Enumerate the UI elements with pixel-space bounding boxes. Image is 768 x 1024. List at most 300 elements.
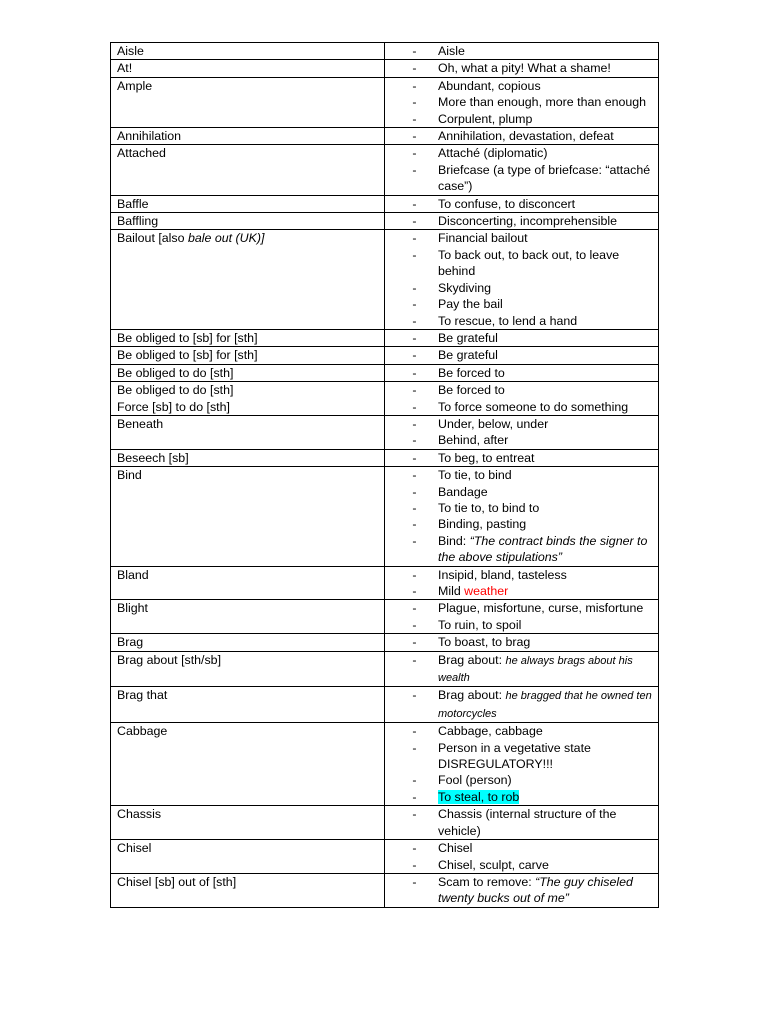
dash-bullet-icon: - bbox=[412, 78, 417, 93]
table-row bbox=[111, 43, 659, 60]
term-cell bbox=[111, 364, 385, 381]
definition-item bbox=[391, 450, 658, 466]
definition-segment: “The contract binds the signer to the above stipulations” bbox=[438, 533, 648, 565]
term-cell bbox=[111, 840, 385, 874]
definition-text bbox=[438, 296, 658, 312]
table-row bbox=[111, 230, 659, 329]
term-cell bbox=[111, 347, 385, 364]
term-cell bbox=[111, 873, 385, 907]
definition-text bbox=[438, 162, 658, 195]
term-segment: Be obliged to [sb] for [sth] bbox=[117, 330, 258, 345]
definition-item bbox=[391, 652, 658, 687]
definition-segment: Cabbage, cabbage bbox=[438, 724, 543, 739]
dash-bullet-icon: - bbox=[412, 44, 417, 58]
term-text bbox=[117, 399, 384, 415]
definition-item bbox=[391, 296, 658, 312]
definition-text bbox=[438, 347, 658, 363]
term-cell bbox=[111, 43, 385, 60]
dash-bullet-icon: - bbox=[412, 740, 417, 755]
term-text bbox=[117, 600, 384, 616]
definition-segment: Chisel, sculpt, carve bbox=[438, 857, 549, 872]
definition-text bbox=[438, 789, 658, 805]
definition-text bbox=[438, 313, 658, 329]
definition-item bbox=[391, 533, 658, 566]
definition-item bbox=[391, 280, 658, 296]
dash-bullet-icon: - bbox=[412, 468, 417, 483]
definition-cell bbox=[385, 467, 659, 566]
dash-bullet-icon: - bbox=[412, 433, 417, 448]
definition-text bbox=[438, 806, 658, 839]
term-segment: Chisel [sb] out of [sth] bbox=[117, 874, 237, 889]
definition-segment: Brag about: bbox=[438, 652, 506, 667]
definition-item bbox=[391, 416, 658, 432]
definition-segment: he always brags about his wealth bbox=[438, 654, 633, 685]
definition-text bbox=[438, 467, 658, 483]
definition-item bbox=[391, 467, 658, 483]
table-row bbox=[111, 195, 659, 212]
dash-bullet-icon: - bbox=[412, 533, 417, 548]
dash-bullet-icon: - bbox=[412, 247, 417, 262]
dash-bullet-icon: - bbox=[412, 724, 417, 739]
term-text bbox=[117, 634, 384, 650]
term-text bbox=[117, 230, 384, 246]
definition-item bbox=[391, 313, 658, 329]
dash-bullet-icon: - bbox=[412, 874, 417, 889]
term-segment: Aisle bbox=[117, 44, 144, 58]
definition-text bbox=[438, 772, 658, 788]
definition-segment: To boast, to brag bbox=[438, 635, 531, 650]
definition-segment: Oh, what a pity! What a shame! bbox=[438, 61, 611, 76]
table-row bbox=[111, 60, 659, 77]
dash-bullet-icon: - bbox=[412, 517, 417, 532]
definition-text bbox=[438, 230, 658, 246]
definition-segment: “The guy chiseled twenty bucks out of me” bbox=[438, 874, 633, 906]
definition-item bbox=[391, 723, 658, 739]
definition-segment: Bind: bbox=[438, 533, 470, 548]
term-segment: bale out (UK)] bbox=[187, 231, 265, 246]
term-text bbox=[117, 330, 384, 346]
definition-item bbox=[391, 230, 658, 246]
definition-item bbox=[391, 840, 658, 856]
definition-text bbox=[438, 840, 658, 856]
term-text bbox=[117, 687, 384, 703]
dash-bullet-icon: - bbox=[412, 789, 417, 804]
definition-item bbox=[391, 60, 658, 76]
term-cell bbox=[111, 145, 385, 195]
definition-item bbox=[391, 687, 658, 722]
term-segment: Bland bbox=[117, 567, 149, 582]
definition-segment: Financial bailout bbox=[438, 231, 528, 246]
dash-bullet-icon: - bbox=[412, 61, 417, 76]
definition-item bbox=[391, 634, 658, 650]
term-cell bbox=[111, 651, 385, 687]
definition-segment: To steal, to rob bbox=[438, 789, 520, 804]
definition-segment: Bandage bbox=[438, 484, 488, 499]
definition-segment: Pay the bail bbox=[438, 297, 503, 312]
table-row bbox=[111, 600, 659, 634]
definition-item bbox=[391, 617, 658, 633]
definition-segment: Plague, misfortune, curse, misfortune bbox=[438, 601, 644, 616]
definition-item bbox=[391, 128, 658, 144]
definition-segment: Be forced to bbox=[438, 383, 505, 398]
term-segment: Bailout [also bbox=[117, 231, 188, 246]
dash-bullet-icon: - bbox=[412, 111, 417, 126]
term-cell bbox=[111, 213, 385, 230]
term-text bbox=[117, 196, 384, 212]
dash-bullet-icon: - bbox=[412, 196, 417, 211]
definition-segment: Insipid, bland, tasteless bbox=[438, 567, 567, 582]
definition-segment: Abundant, copious bbox=[438, 78, 541, 93]
definition-text bbox=[438, 740, 658, 773]
dash-bullet-icon: - bbox=[412, 95, 417, 110]
term-segment: Cabbage bbox=[117, 724, 168, 739]
definition-segment: More than enough, more than enough bbox=[438, 95, 647, 110]
table-row bbox=[111, 634, 659, 651]
glossary-body bbox=[111, 43, 659, 908]
definition-text bbox=[438, 450, 658, 466]
term-segment: Beseech [sb] bbox=[117, 450, 189, 465]
definition-segment: Corpulent, plump bbox=[438, 111, 533, 126]
definition-item bbox=[391, 600, 658, 616]
dash-bullet-icon: - bbox=[412, 841, 417, 856]
definition-cell bbox=[385, 840, 659, 874]
dash-bullet-icon: - bbox=[412, 231, 417, 246]
term-text bbox=[117, 874, 384, 890]
definition-segment: Mild bbox=[438, 584, 465, 598]
definition-item bbox=[391, 43, 658, 59]
table-row bbox=[111, 77, 659, 127]
definition-segment: Be forced to bbox=[438, 365, 505, 380]
definition-item bbox=[391, 806, 658, 839]
definition-cell bbox=[385, 651, 659, 687]
term-segment: Be obliged to [sb] for [sth] bbox=[117, 348, 258, 363]
term-cell bbox=[111, 60, 385, 77]
table-row bbox=[111, 723, 659, 806]
term-segment: Chisel bbox=[117, 841, 152, 856]
term-cell bbox=[111, 195, 385, 212]
definition-item bbox=[391, 382, 658, 398]
definition-item bbox=[391, 330, 658, 346]
definition-item bbox=[391, 365, 658, 381]
term-cell bbox=[111, 128, 385, 145]
definition-cell bbox=[385, 43, 659, 60]
dash-bullet-icon: - bbox=[412, 146, 417, 161]
table-row bbox=[111, 651, 659, 687]
definition-text bbox=[438, 617, 658, 633]
definition-text bbox=[438, 533, 658, 566]
dash-bullet-icon: - bbox=[412, 807, 417, 822]
definition-item bbox=[391, 772, 658, 788]
term-cell bbox=[111, 77, 385, 127]
definition-text bbox=[438, 567, 658, 583]
term-segment: Baffling bbox=[117, 214, 159, 229]
definition-segment: To tie to, to bind to bbox=[438, 500, 540, 515]
term-segment: Be obliged to do [sth] bbox=[117, 383, 234, 398]
term-segment: Force [sb] to do [sth] bbox=[117, 399, 230, 414]
term-text bbox=[117, 382, 384, 398]
definition-item bbox=[391, 162, 658, 195]
definition-text bbox=[438, 330, 658, 346]
definition-text bbox=[438, 687, 658, 722]
definition-item bbox=[391, 94, 658, 110]
dash-bullet-icon: - bbox=[412, 280, 417, 295]
table-row bbox=[111, 364, 659, 381]
dash-bullet-icon: - bbox=[412, 162, 417, 177]
dash-bullet-icon: - bbox=[412, 416, 417, 431]
definition-segment: Aisle bbox=[438, 44, 465, 58]
term-text bbox=[117, 213, 384, 229]
term-cell bbox=[111, 634, 385, 651]
definition-cell bbox=[385, 382, 659, 416]
term-text bbox=[117, 78, 384, 94]
definition-item bbox=[391, 516, 658, 532]
definition-item bbox=[391, 145, 658, 161]
definition-text bbox=[438, 247, 658, 280]
definition-segment: To beg, to entreat bbox=[438, 450, 535, 465]
dash-bullet-icon: - bbox=[412, 348, 417, 363]
definition-cell bbox=[385, 128, 659, 145]
definition-text bbox=[438, 600, 658, 616]
term-segment: Brag bbox=[117, 635, 144, 650]
definition-segment: Behind, after bbox=[438, 433, 509, 448]
definition-segment: Person in a vegetative state DISREGULATORY!!! bbox=[438, 740, 591, 772]
definition-cell bbox=[385, 873, 659, 907]
definition-cell bbox=[385, 566, 659, 600]
definition-item bbox=[391, 789, 658, 805]
definition-segment: Brag about: bbox=[438, 688, 506, 703]
definition-segment: Skydiving bbox=[438, 280, 492, 295]
term-text bbox=[117, 416, 384, 432]
definition-segment: Chisel bbox=[438, 841, 473, 856]
definition-item bbox=[391, 874, 658, 907]
definition-text bbox=[438, 213, 658, 229]
dash-bullet-icon: - bbox=[412, 567, 417, 582]
term-segment: Attached bbox=[117, 146, 166, 161]
table-row bbox=[111, 840, 659, 874]
dash-bullet-icon: - bbox=[412, 365, 417, 380]
definition-cell bbox=[385, 195, 659, 212]
term-cell bbox=[111, 382, 385, 416]
term-segment: At! bbox=[117, 61, 133, 76]
definition-segment: To back out, to back out, to leave behind bbox=[438, 247, 620, 279]
table-row bbox=[111, 467, 659, 566]
definition-text bbox=[438, 874, 658, 907]
definition-text bbox=[438, 652, 658, 687]
definition-segment: Under, below, under bbox=[438, 416, 549, 431]
definition-text bbox=[438, 484, 658, 500]
table-row bbox=[111, 347, 659, 364]
term-cell bbox=[111, 467, 385, 566]
term-segment: Beneath bbox=[117, 416, 164, 431]
definition-segment: he bragged that he owned ten motorcycles bbox=[438, 690, 652, 720]
term-cell bbox=[111, 687, 385, 723]
dash-bullet-icon: - bbox=[412, 688, 417, 703]
table-row bbox=[111, 566, 659, 600]
definition-cell bbox=[385, 687, 659, 723]
definition-text bbox=[438, 382, 658, 398]
definition-text bbox=[438, 500, 658, 516]
definition-cell bbox=[385, 449, 659, 466]
definition-segment: To ruin, to spoil bbox=[438, 617, 522, 632]
definition-text bbox=[438, 196, 658, 212]
dash-bullet-icon: - bbox=[412, 500, 417, 515]
definition-cell bbox=[385, 77, 659, 127]
definition-text bbox=[438, 634, 658, 650]
definition-cell bbox=[385, 600, 659, 634]
definition-segment: To rescue, to lend a hand bbox=[438, 313, 578, 328]
term-text bbox=[117, 347, 384, 363]
definition-item bbox=[391, 567, 658, 583]
definition-cell bbox=[385, 60, 659, 77]
definition-item bbox=[391, 740, 658, 773]
dash-bullet-icon: - bbox=[412, 601, 417, 616]
dash-bullet-icon: - bbox=[412, 857, 417, 872]
definition-text bbox=[438, 43, 658, 59]
definition-item bbox=[391, 583, 658, 599]
table-row bbox=[111, 213, 659, 230]
term-segment: Brag about [sth/sb] bbox=[117, 652, 222, 667]
definition-segment: Binding, pasting bbox=[438, 517, 527, 532]
table-row bbox=[111, 873, 659, 907]
term-segment: Baffle bbox=[117, 196, 149, 211]
term-cell bbox=[111, 329, 385, 346]
term-segment: Be obliged to do [sth] bbox=[117, 365, 234, 380]
definition-text bbox=[438, 280, 658, 296]
definition-item bbox=[391, 500, 658, 516]
dash-bullet-icon: - bbox=[412, 399, 417, 414]
definition-cell bbox=[385, 329, 659, 346]
table-row bbox=[111, 128, 659, 145]
term-segment: Annihilation bbox=[117, 129, 182, 144]
dash-bullet-icon: - bbox=[412, 773, 417, 788]
definition-cell bbox=[385, 806, 659, 840]
term-text bbox=[117, 840, 384, 856]
definition-text bbox=[438, 516, 658, 532]
definition-text bbox=[438, 857, 658, 873]
term-segment: Ample bbox=[117, 78, 153, 93]
definition-cell bbox=[385, 364, 659, 381]
term-text bbox=[117, 450, 384, 466]
definition-segment: Be grateful bbox=[438, 348, 498, 363]
definition-segment: Be grateful bbox=[438, 330, 498, 345]
definition-segment: Scam to remove: bbox=[438, 874, 536, 889]
definition-cell bbox=[385, 145, 659, 195]
definition-item bbox=[391, 213, 658, 229]
definition-text bbox=[438, 60, 658, 76]
term-text bbox=[117, 567, 384, 583]
definition-item bbox=[391, 857, 658, 873]
term-segment: Blight bbox=[117, 601, 148, 616]
definition-text bbox=[438, 365, 658, 381]
term-segment: Brag that bbox=[117, 688, 168, 703]
term-cell bbox=[111, 449, 385, 466]
definition-cell bbox=[385, 634, 659, 651]
dash-bullet-icon: - bbox=[412, 617, 417, 632]
definition-segment: Briefcase (a type of briefcase: “attaché case”) bbox=[438, 162, 651, 194]
term-text bbox=[117, 43, 384, 59]
definition-text bbox=[438, 78, 658, 94]
table-row bbox=[111, 806, 659, 840]
definition-cell bbox=[385, 230, 659, 329]
definition-item bbox=[391, 196, 658, 212]
term-text bbox=[117, 365, 384, 381]
definition-segment: Fool (person) bbox=[438, 773, 512, 788]
term-cell bbox=[111, 600, 385, 634]
dash-bullet-icon: - bbox=[412, 484, 417, 499]
definition-text bbox=[438, 723, 658, 739]
definition-item bbox=[391, 247, 658, 280]
definition-text bbox=[438, 583, 658, 599]
term-text bbox=[117, 806, 384, 822]
dash-bullet-icon: - bbox=[412, 214, 417, 229]
definition-item bbox=[391, 399, 658, 415]
definition-item bbox=[391, 347, 658, 363]
table-row bbox=[111, 145, 659, 195]
definition-text bbox=[438, 128, 658, 144]
term-text bbox=[117, 145, 384, 161]
table-row bbox=[111, 382, 659, 416]
term-text bbox=[117, 128, 384, 144]
dash-bullet-icon: - bbox=[412, 129, 417, 144]
definition-segment: To tie, to bind bbox=[438, 468, 512, 483]
dash-bullet-icon: - bbox=[412, 450, 417, 465]
dash-bullet-icon: - bbox=[412, 584, 417, 598]
glossary-table bbox=[110, 42, 659, 908]
dash-bullet-icon: - bbox=[412, 652, 417, 667]
definition-text bbox=[438, 432, 658, 448]
definition-segment: Chassis (internal structure of the vehicle) bbox=[438, 807, 617, 838]
definition-segment: To force someone to do something bbox=[438, 399, 629, 414]
table-row bbox=[111, 415, 659, 449]
definition-cell bbox=[385, 213, 659, 230]
definition-text bbox=[438, 416, 658, 432]
term-cell bbox=[111, 566, 385, 600]
definition-segment: Annihilation, devastation, defeat bbox=[438, 129, 614, 144]
definition-item bbox=[391, 78, 658, 94]
definition-item bbox=[391, 111, 658, 127]
dash-bullet-icon: - bbox=[412, 330, 417, 345]
definition-text bbox=[438, 111, 658, 127]
term-cell bbox=[111, 230, 385, 329]
table-row bbox=[111, 687, 659, 723]
term-cell bbox=[111, 415, 385, 449]
definition-segment: Disconcerting, incomprehensible bbox=[438, 214, 618, 229]
term-text bbox=[117, 467, 384, 483]
term-text bbox=[117, 60, 384, 76]
table-row bbox=[111, 329, 659, 346]
dash-bullet-icon: - bbox=[412, 383, 417, 398]
definition-segment: To confuse, to disconcert bbox=[438, 196, 576, 211]
dash-bullet-icon: - bbox=[412, 635, 417, 650]
definition-text bbox=[438, 94, 658, 110]
definition-text bbox=[438, 145, 658, 161]
term-text bbox=[117, 723, 384, 739]
term-cell bbox=[111, 806, 385, 840]
dash-bullet-icon: - bbox=[412, 313, 417, 328]
definition-cell bbox=[385, 723, 659, 806]
table-row bbox=[111, 449, 659, 466]
term-segment: Bind bbox=[117, 468, 142, 483]
definition-item bbox=[391, 432, 658, 448]
dash-bullet-icon: - bbox=[412, 297, 417, 312]
definition-cell bbox=[385, 415, 659, 449]
definition-item bbox=[391, 484, 658, 500]
definition-cell bbox=[385, 347, 659, 364]
term-text bbox=[117, 652, 384, 668]
term-cell bbox=[111, 723, 385, 806]
definition-segment: weather bbox=[464, 584, 509, 598]
definition-segment: Attaché (diplomatic) bbox=[438, 146, 548, 161]
